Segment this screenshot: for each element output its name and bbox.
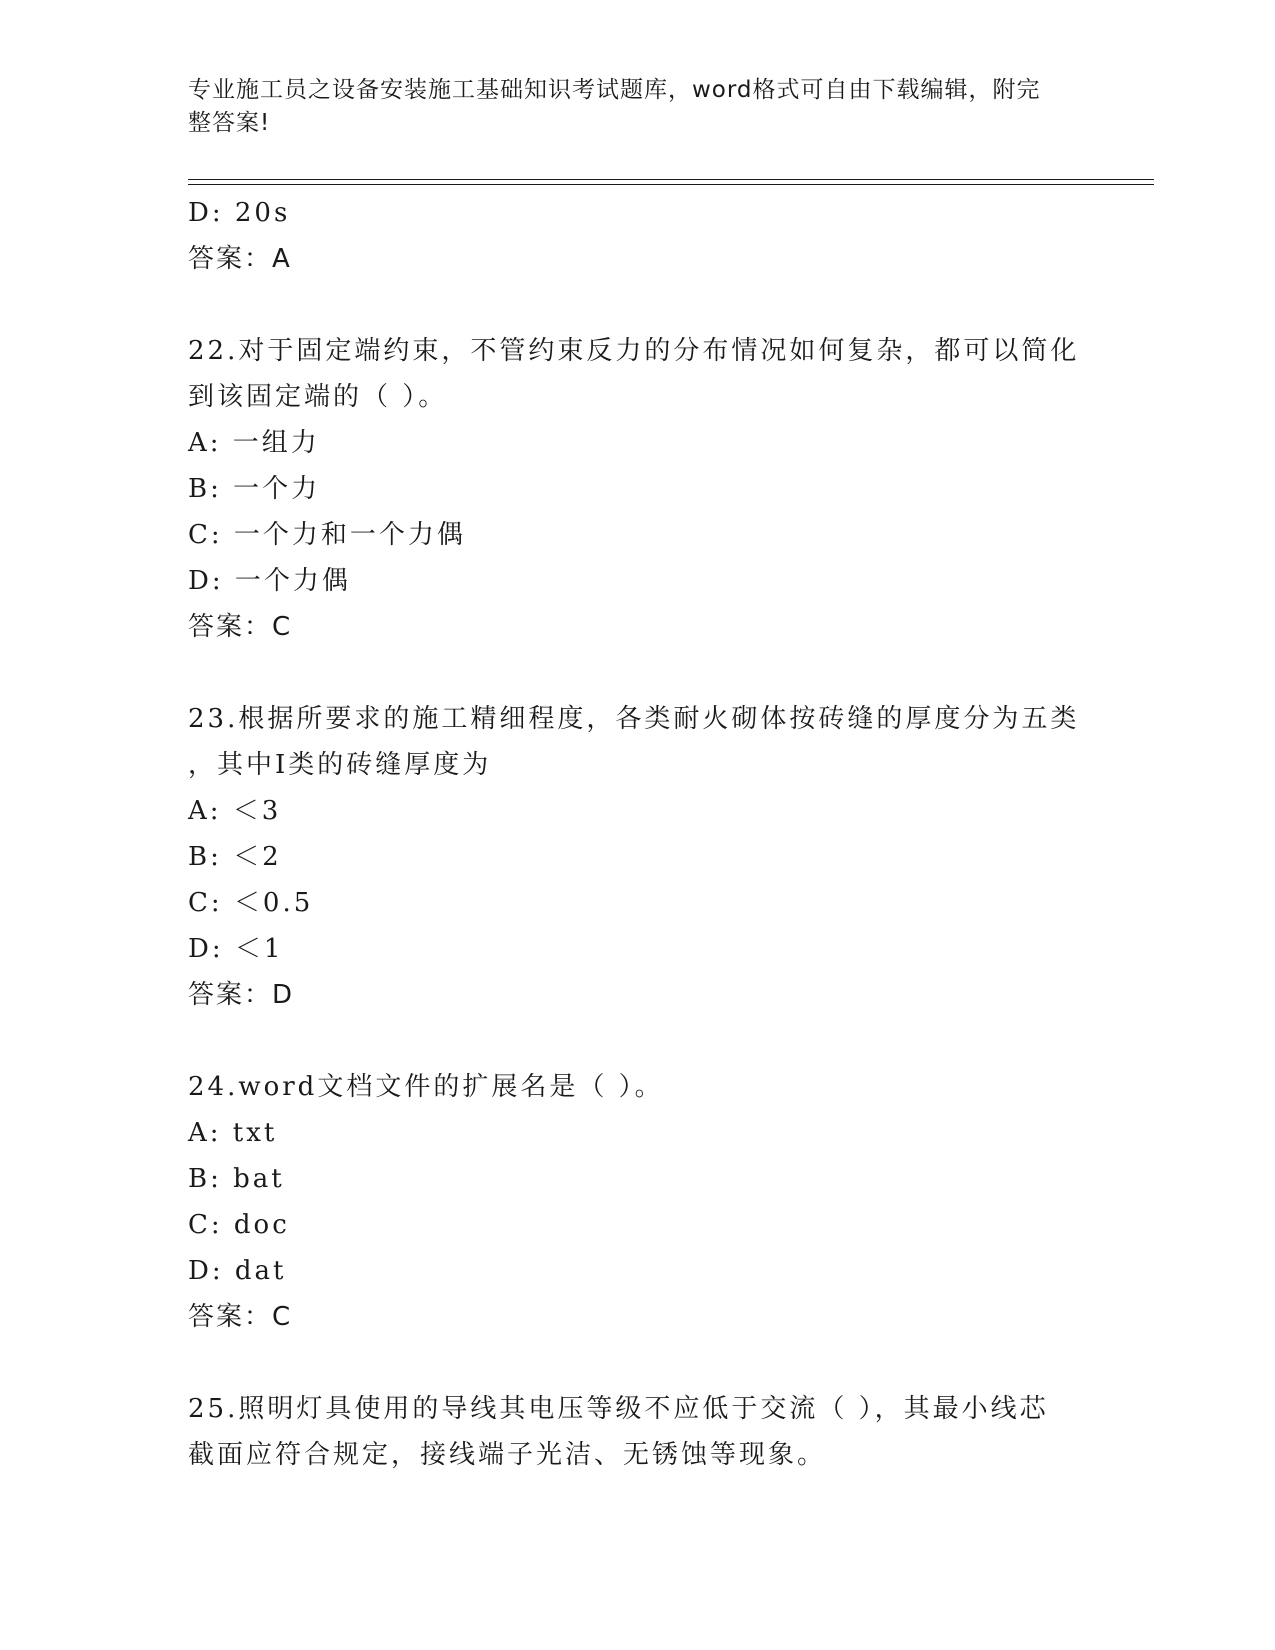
question-stem: 24.word文档文件的扩展名是（ ）。 — [188, 1072, 664, 1102]
page-header — [188, 74, 1068, 140]
header-line-1: 专业施工员之设备安装施工基础知识考试题库，word格式可自由下载编辑，附完 — [188, 77, 1041, 103]
answer: 答案：C — [188, 612, 293, 642]
header-rule-bottom — [188, 184, 1154, 185]
header-line-2: 整答案! — [188, 110, 271, 136]
prev-answer: 答案：A — [188, 244, 292, 274]
option-d: D: ＜1 — [188, 934, 284, 964]
option-b: B: 一个力 — [188, 474, 321, 504]
question-stem: 22.对于固定端约束，不管约束反力的分布情况如何复杂，都可以简化 — [188, 336, 1080, 366]
option-a: A: ＜3 — [188, 796, 282, 826]
prev-option-d: D: 20s — [188, 198, 291, 228]
question-stem: 截面应符合规定，接线端子光洁、无锈蚀等现象。 — [188, 1440, 827, 1470]
question-22 — [188, 328, 1088, 650]
option-c: C: ＜0.5 — [188, 888, 314, 918]
question-content — [188, 190, 1088, 1478]
answer: 答案：D — [188, 980, 295, 1010]
option-c: C: doc — [188, 1210, 290, 1240]
question-25 — [188, 1386, 1088, 1478]
option-d: D: dat — [188, 1256, 287, 1286]
option-c: C: 一个力和一个力偶 — [188, 520, 466, 550]
question-stem: 23.根据所要求的施工精细程度，各类耐火砌体按砖缝的厚度分为五类 — [188, 704, 1080, 734]
question-stem: ，其中I类的砖缝厚度为 — [188, 750, 492, 780]
option-b: B: ＜2 — [188, 842, 282, 872]
option-a: A: txt — [188, 1118, 278, 1148]
question-stem: 到该固定端的（ ）。 — [188, 382, 448, 412]
question-23 — [188, 696, 1088, 1018]
option-a: A: 一组力 — [188, 428, 320, 458]
question-24 — [188, 1064, 1088, 1340]
option-d: D: 一个力偶 — [188, 566, 351, 596]
option-b: B: bat — [188, 1164, 285, 1194]
answer: 答案：C — [188, 1302, 293, 1332]
header-rule-top — [188, 179, 1154, 180]
question-stem: 25.照明灯具使用的导线其电压等级不应低于交流（ ），其最小线芯 — [188, 1394, 1049, 1424]
